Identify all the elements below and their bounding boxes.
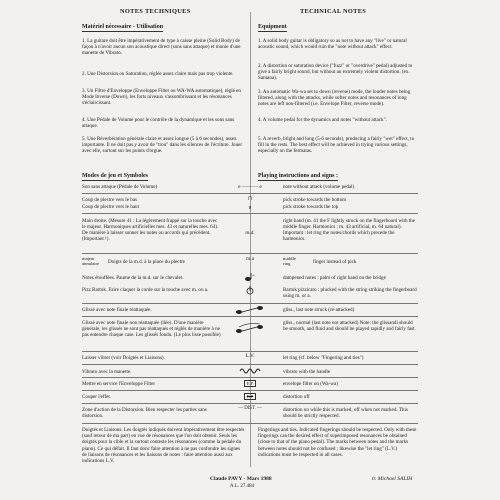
attackless-symbol: e ——— e bbox=[238, 184, 262, 190]
row-bartok-en: Bartok pizzicato : plucked with the string striking the fingerboard using m. or a. bbox=[283, 287, 417, 299]
row-separator bbox=[82, 364, 418, 365]
row-fingers-fr: Doigts de la m.d. à la place du plectre bbox=[108, 259, 185, 265]
left-fingering-paragraph: Doigtés et Liaisons. Les doigtés indiqués doivent impérativement être respectés (sauf retour de ma part) en vue de résonances que l'on doit obtenir. Seuls les doigtés pour la cible et la surtout conteste les résonances (comme la pédale du piano). Ce qui défait. Il faut donc faire attention à ne pas confondre les signes de liaisons de résonances et les liaisons de notes : faire attention aussi aux indications L.V. bbox=[82, 427, 245, 465]
author-credit: Claude PAVY - Mars 1988 bbox=[210, 476, 272, 482]
row-distortion-en: distortion on while this is marked, off when not marked. This should be strictly respected. bbox=[283, 407, 408, 419]
left-header: NOTES TECHNIQUES bbox=[120, 8, 191, 15]
row-gliss-attacked-en: gliss., last note struck (re-attacked) bbox=[283, 307, 355, 313]
right-header: TECHNICAL NOTES bbox=[300, 8, 367, 15]
effect-off-symbol bbox=[225, 393, 275, 400]
row-filter-on-fr: Mettre en service l'Enveloppe Filter bbox=[82, 381, 156, 387]
row-vibrato-en: vibrato with the handle bbox=[283, 369, 331, 375]
right-equipment-title: Equipment bbox=[258, 24, 287, 30]
row-muted-en: dampened notes : palm of right hand on the bridge bbox=[283, 275, 386, 281]
fingers-symbol: m a bbox=[246, 256, 254, 262]
right-paragraph-4: 4. A volume pedal for the dynamics and notes "without attack". bbox=[258, 117, 387, 123]
row-upstroke-en: pick stroke towards the top bbox=[283, 204, 339, 210]
right-paragraph-1: 1. A solid body guitar is obligatory so as not to have any "live" or natural acoustic sound, which would ruin the "note without attack" effect. bbox=[258, 38, 407, 51]
left-modes-title: Modes de jeu et Symboles bbox=[82, 173, 148, 179]
downstroke-icon: ⊓ bbox=[247, 196, 253, 202]
row-muted-fr: Notes étouffées. Paume de la m.d. sur le chevalet. bbox=[82, 275, 184, 281]
row-separator bbox=[82, 390, 418, 391]
distortion-symbol: — DIST. — bbox=[238, 406, 262, 411]
row-separator bbox=[82, 403, 418, 404]
let-ring-label: L.V. bbox=[245, 353, 255, 359]
row-effect-off-en: distortion off bbox=[283, 394, 310, 400]
majeur-label: majeur bbox=[82, 256, 95, 261]
middle-label: middle bbox=[283, 256, 296, 261]
left-paragraph-1: 1. La guitare doit être impérativement de type à caisse pleine (Solid Body) de façon à n'avoir aucun son acoustique direct (sons sans attaque) et munie d'une manette de Vibrato. bbox=[82, 38, 241, 57]
row-separator bbox=[82, 377, 418, 378]
filter-on-box: E.F bbox=[244, 380, 256, 387]
row-separator bbox=[82, 193, 418, 194]
finger-labels-en bbox=[283, 256, 311, 267]
row-separator bbox=[82, 316, 418, 317]
catalog-code: A.L. 27.484 bbox=[230, 484, 255, 489]
gliss-attacked-icon-svg bbox=[235, 305, 265, 315]
row-fingers-en: finger instead of pick bbox=[313, 259, 357, 265]
row-bartok-fr: Pizz Bartok. Faire claquer la corde sur la touche avec m. ou a. bbox=[82, 287, 209, 293]
translator-credit: tr. Michael SALIH bbox=[372, 476, 413, 482]
vibrato-icon-svg bbox=[239, 367, 261, 375]
row-gliss-tied-en: gliss., normal (last note not attacked) Note: the glissandi should be smooth, and fluid and should be played rapidly and fairly fast. bbox=[283, 320, 416, 332]
left-equipment-title: Matériel nécessaire - Utilisation bbox=[82, 24, 164, 30]
row-filter-on-en: envelope filter on (Wa-wa) bbox=[283, 381, 338, 387]
row-let-ring-en: let ring (cf. below "Fingering and ties") bbox=[283, 355, 364, 361]
row-gliss-attacked-fr: Glissé avec note finale réattaquée. bbox=[82, 307, 152, 313]
row-downstroke-fr: Coup de plectre vers le bas bbox=[82, 197, 138, 203]
row-downstroke-en: pick stroke towards the bottom bbox=[283, 197, 347, 203]
row-right-hand-fr: Main droite. (Mesure 41 : La légèrement frappé sur la touche avec le majeur. Harmoniques artificielles mes. 43 et naturelles mes. 64). De manière à laisser sonner les notes ou accords qui précèdent. (Important !). bbox=[82, 218, 219, 242]
right-paragraph-5: 5. A reverb, bright and long (5-6 seconds), producing a fairly "wet" effect, to fill in the rests. The best effect will be achieved in trying various settings, especially on the fermatas. bbox=[258, 136, 415, 155]
row-separator bbox=[82, 213, 418, 214]
row-let-ring-fr: Laisser vibrer (voir Doigtés et Liaisons). bbox=[82, 355, 165, 361]
left-paragraph-2: 2. Une Distorsion ou Saturation, réglée assez claire mais pas trop violente. bbox=[82, 71, 234, 77]
row-distortion-fr: Zone d'action de la Distorsion. Bien respecter les parties sans distorsion. bbox=[82, 407, 207, 419]
filter-on-symbol bbox=[225, 380, 275, 387]
muted-note-icon-svg bbox=[243, 273, 257, 283]
right-paragraph-2: 2. A distortion or saturation device ("fuzz" or "overdrive" pedal) adjusted to give a fairly bright sound, but without an extremely violent distortion. (ex. Santana). bbox=[258, 63, 413, 82]
left-paragraph-4: 4. Une Pédale de Volume pour le contrôle de la dynamique et les sons sans attaque. bbox=[82, 117, 235, 130]
right-paragraph-3: 3. An automatic Wa-wa set to down (reverse) mode, the louder notes being filtered, along with the attacks, while softer notes and resonances of long notes are left non-filtered (i.e. Envelope Filter, reverse mode). bbox=[258, 89, 411, 108]
row-gliss-tied-fr: Glissé avec note finale non réattaquée (liée). D'une manière générale, les glissés ne sont pas réattaqués et réglés de manière à ne pas entendre chaque case. Les glissés fondu. (Le plus lisse possible) bbox=[82, 320, 221, 338]
bartok-pizz-icon-svg bbox=[245, 286, 255, 296]
right-modes-title: Playing instructions and signs : bbox=[258, 173, 339, 179]
vibrato-icon bbox=[225, 367, 275, 377]
row-upstroke-fr: Coup de plectre vers le haut bbox=[82, 204, 140, 210]
row-right-hand-en: right hand (m. 41 the F lightly struck on the fingerboard with the middle finger. Harmonics : m. 43 artificial, m. 64 natural). Important : let ring the notes/chords which precede the harmonics. bbox=[283, 218, 415, 242]
row-separator bbox=[82, 303, 418, 304]
row-separator bbox=[82, 423, 418, 424]
gliss-tied-icon bbox=[225, 322, 275, 336]
let-ring-symbol bbox=[225, 353, 275, 359]
row-attackless-fr: Son sans attaque (Pédale de Volume) bbox=[82, 184, 158, 190]
row-effect-off-fr: Couper l'effet. bbox=[82, 394, 112, 400]
left-paragraph-3: 3. Un Filtre d'Enveloppe (Enveloppe Filter ou WA-WA automatique), réglé en Mode Inverse (Down), les forts niveaux s'assombrissant et les résonances s'éclaircissant. bbox=[82, 88, 241, 107]
row-vibrato-fr: Vibrato avec la manette. bbox=[82, 369, 132, 375]
effect-off-box: E.F bbox=[244, 393, 256, 400]
left-paragraph-5: 5. Une Réverbération générale claire et assez longue (5 à 6 secondes), assez importante. Il ne doit pas y avoir de "trou" dans les silences de l'écriture. Jouer avec elle, surtout sur les points d'orgue. bbox=[82, 136, 243, 155]
gliss-tied-icon-svg bbox=[235, 322, 265, 334]
ring-label: ring bbox=[283, 261, 291, 267]
row-separator bbox=[82, 253, 418, 254]
right-hand-symbol: m.d. bbox=[245, 230, 255, 236]
right-fingering-paragraph: Fingerings and ties. Indicated fingerings should be respected. Only with these fingerings can the desired effect of superimposed resonances be obtained (close to that of the piano pedal). The marks between notes and the marks between notes should not be confused ; likewise the "let ring" (L.V.) indications must be respected in all cases. bbox=[258, 427, 417, 458]
row-attackless-en: note without attack (volume pedal) bbox=[283, 184, 355, 190]
row-separator bbox=[82, 351, 418, 352]
bartok-pizz-icon bbox=[225, 286, 275, 298]
svg-text:+: + bbox=[252, 274, 255, 279]
upstroke-icon: ∨ bbox=[248, 205, 252, 211]
annulaire-label: annulaire bbox=[82, 261, 100, 267]
muted-note-icon bbox=[225, 273, 275, 285]
